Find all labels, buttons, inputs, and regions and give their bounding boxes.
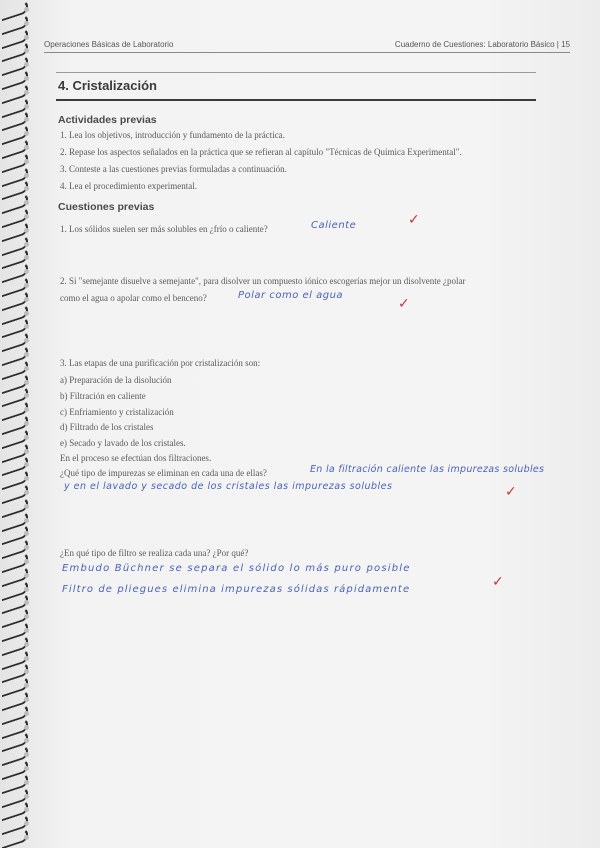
- binding-hole: [24, 242, 29, 247]
- binding-hole: [24, 794, 29, 799]
- check-mark-1: ✓: [408, 212, 420, 228]
- question-3-step-a: a) Preparación de la disolución: [60, 375, 172, 385]
- binding-hole: [24, 324, 29, 329]
- question-3-note: En el proceso se efectúan dos filtraciones.: [60, 453, 212, 463]
- binding-hole: [24, 559, 29, 564]
- check-mark-3: ✓: [505, 484, 517, 500]
- header-left-text: Operaciones Básicas de Laboratorio: [44, 40, 174, 49]
- actividad-item-4: 4. Lea el procedimiento experimental.: [60, 181, 197, 191]
- check-mark-2: ✓: [398, 296, 410, 312]
- binding-hole: [24, 545, 29, 550]
- binding-hole: [24, 7, 29, 12]
- binding-hole: [24, 518, 29, 523]
- binding-hole: [24, 186, 29, 191]
- question-3-step-c: c) Enfriamiento y cristalización: [60, 407, 174, 417]
- cuestiones-heading: Cuestiones previas: [58, 201, 155, 213]
- binding-hole: [24, 48, 29, 53]
- binding-hole: [24, 449, 29, 454]
- binding-hole: [24, 600, 29, 605]
- check-mark-4: ✓: [492, 574, 504, 590]
- binding-hole: [24, 462, 29, 467]
- binding-hole: [24, 380, 29, 385]
- binding-hole: [24, 697, 29, 702]
- chapter-banner: [56, 72, 536, 101]
- question-2-line-1: 2. Si "semejante disuelve a semejante", para disolver un compuesto iónico escogerías mejor un disolvente ¿polar: [60, 276, 466, 286]
- binding-hole: [24, 669, 29, 674]
- binding-hole: [24, 352, 29, 357]
- binding-hole: [24, 766, 29, 771]
- answer-4-handwritten-line-2: Filtro de pliegues elimina impurezas sólidas rápidamente: [62, 584, 411, 595]
- binding-hole: [24, 297, 29, 302]
- binding-hole: [24, 587, 29, 592]
- binding-hole: [24, 752, 29, 757]
- binding-hole: [24, 821, 29, 826]
- header-divider: [44, 52, 570, 53]
- binding-hole: [24, 311, 29, 316]
- answer-2-handwritten: Polar como el agua: [238, 290, 344, 301]
- binding-hole: [24, 214, 29, 219]
- binding-hole: [24, 21, 29, 26]
- binding-hole: [24, 228, 29, 233]
- binding-hole: [24, 159, 29, 164]
- binding-hole: [24, 62, 29, 67]
- binding-hole: [24, 435, 29, 440]
- binding-hole: [24, 780, 29, 785]
- binding-hole: [24, 490, 29, 495]
- question-2-line-2: como el agua o apolar como el benceno?: [60, 293, 207, 303]
- binding-hole: [24, 628, 29, 633]
- header-right-text: Cuaderno de Cuestiones: Laboratorio Básico | 15: [394, 40, 570, 49]
- binding-hole: [24, 656, 29, 661]
- binding-hole: [24, 738, 29, 743]
- binding-hole: [24, 711, 29, 716]
- binding-hole: [24, 407, 29, 412]
- spiral-binding: [0, 0, 34, 848]
- binding-hole: [24, 173, 29, 178]
- binding-hole: [24, 807, 29, 812]
- actividades-heading: Actividades previas: [58, 114, 157, 126]
- answer-1-handwritten: Caliente: [311, 220, 357, 231]
- binding-hole: [24, 835, 29, 840]
- binding-hole: [24, 117, 29, 122]
- binding-hole: [24, 145, 29, 150]
- binding-hole: [24, 573, 29, 578]
- binding-hole: [24, 683, 29, 688]
- binding-hole: [24, 725, 29, 730]
- binding-hole: [24, 35, 29, 40]
- binding-hole: [24, 104, 29, 109]
- binding-hole: [24, 366, 29, 371]
- answer-3-handwritten-line-2: y en el lavado y secado de los cristales las impurezas solubles: [64, 481, 393, 492]
- binding-hole: [24, 393, 29, 398]
- actividad-item-3: 3. Conteste a las cuestiones previas formuladas a continuación.: [60, 164, 287, 174]
- question-3-step-b: b) Filtración en caliente: [60, 391, 146, 401]
- binding-hole: [24, 269, 29, 274]
- question-3-step-e: e) Secado y lavado de los cristales.: [60, 438, 186, 448]
- answer-4-handwritten-line-1: Embudo Büchner se separa el sólido lo más puro posible: [62, 563, 411, 574]
- binding-hole: [24, 531, 29, 536]
- binding-hole: [24, 504, 29, 509]
- binding-hole: [24, 90, 29, 95]
- question-3-step-d: d) Filtrado de los cristales: [60, 422, 154, 432]
- actividad-item-2: 2. Repase los aspectos señalados en la práctica que se refieran al capítulo "Técnicas de Química Experimental".: [60, 147, 462, 157]
- answer-3-handwritten-line-1: En la filtración caliente las impurezas solubles: [310, 464, 545, 475]
- chapter-title: 4. Cristalización: [58, 78, 157, 93]
- actividad-item-1: 1. Lea los objetivos, introducción y fundamento de la práctica.: [60, 130, 285, 140]
- binding-hole: [24, 283, 29, 288]
- question-4: ¿En qué tipo de filtro se realiza cada una? ¿Por qué?: [60, 548, 249, 558]
- binding-hole: [24, 255, 29, 260]
- question-1: 1. Los sólidos suelen ser más solubles en ¿frío o caliente?: [60, 224, 268, 234]
- binding-hole: [24, 338, 29, 343]
- binding-hole: [24, 476, 29, 481]
- question-3-question: ¿Qué tipo de impurezas se eliminan en cada una de ellas?: [60, 468, 267, 478]
- binding-hole: [24, 200, 29, 205]
- question-3-intro: 3. Las etapas de una purificación por cristalización son:: [60, 358, 261, 368]
- binding-hole: [24, 642, 29, 647]
- binding-hole: [24, 76, 29, 81]
- binding-hole: [24, 421, 29, 426]
- binding-hole: [24, 131, 29, 136]
- binding-hole: [24, 614, 29, 619]
